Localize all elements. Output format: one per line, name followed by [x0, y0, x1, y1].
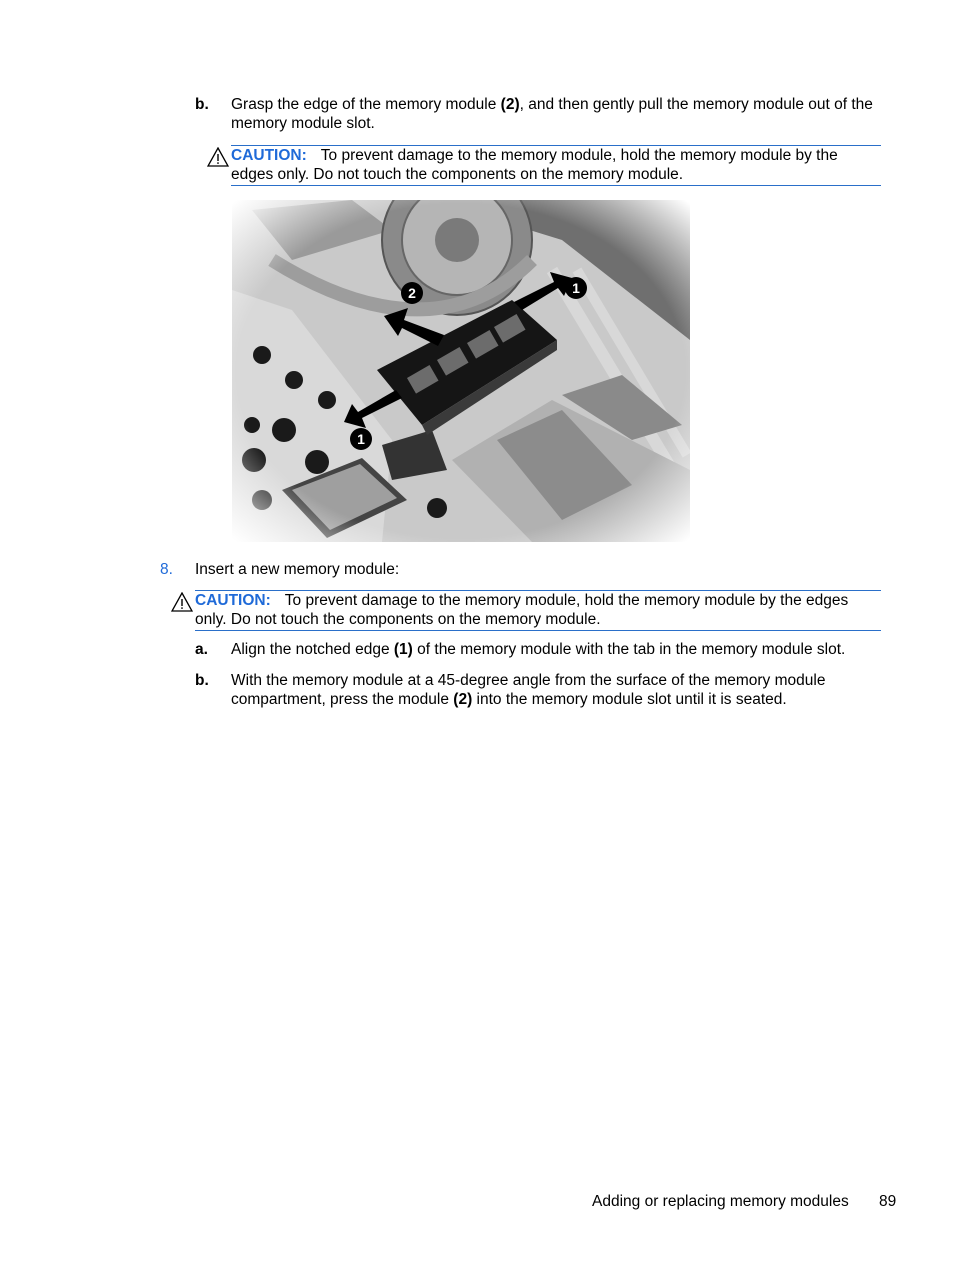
step-b2-label: b. — [195, 672, 209, 689]
step-a-label: a. — [195, 641, 208, 658]
step-b-text: Grasp the edge of the memory module (2), and then gently pull the memory module out of the memory module slot. — [231, 96, 873, 132]
callout-2: 2 — [401, 282, 423, 304]
laptop-bottom-illustration — [232, 200, 690, 542]
step-8-text: Insert a new memory module: — [195, 561, 400, 578]
page-number: 89 — [879, 1193, 897, 1210]
step-a-text: Align the notched edge (1) of the memory module with the tab in the memory module slot. — [231, 641, 846, 658]
step-8-number: 8. — [160, 561, 173, 578]
warning-triangle-icon — [171, 592, 193, 612]
callout-1-left: 1 — [350, 428, 372, 450]
footer-section-title: Adding or replacing memory modules — [592, 1193, 849, 1210]
warning-triangle-icon — [207, 147, 229, 167]
memory-removal-figure — [232, 200, 690, 542]
callout-1-right: 1 — [565, 277, 587, 299]
caution-text-2: CAUTION: To prevent damage to the memory module, hold the memory module by the edges only. Do not touch the components on the memory module. — [195, 592, 849, 628]
caution-text-1: CAUTION: To prevent damage to the memory module, hold the memory module by the edges only. Do not touch the components on the memory module. — [231, 147, 838, 183]
caution-box-2 — [195, 590, 881, 631]
step-b-label: b. — [195, 96, 209, 113]
step-b2-text: With the memory module at a 45-degree angle from the surface of the memory module compartment, press the module (2) into the memory module slot until it is seated. — [231, 672, 826, 708]
caution-box-1 — [231, 145, 881, 186]
